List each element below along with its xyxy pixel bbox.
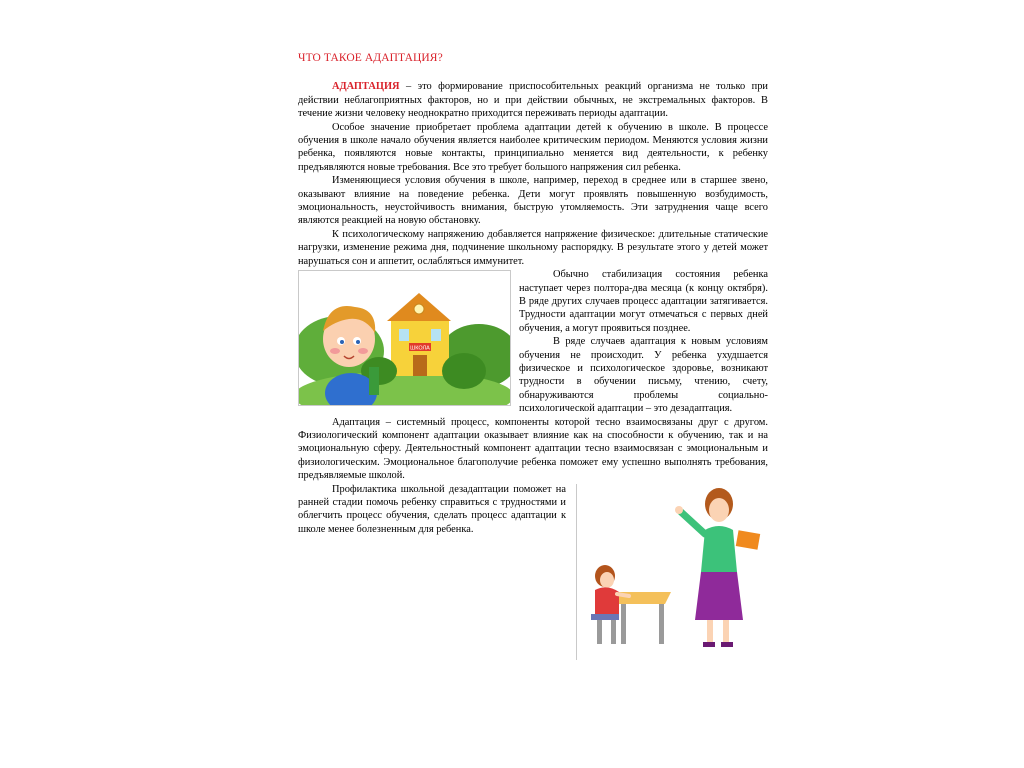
paragraph-2: Особое значение приобретает проблема адаптации детей к обучению в школе. В процессе обучения в школе начало обучения является наиболее критическим периодом. Меняются условия жизни ребенка, появляются новые контакты, принципиально меняется вид деятельности, к ребенку предъявляются новые требования. Все это требует большого напряжения сил ребенка.	[298, 121, 768, 173]
paragraph-1	[298, 80, 768, 120]
paragraph-8: Профилактика школьной дезадаптации поможет на ранней стадии помочь ребенку справиться с трудностями и облегчить процесс обучения, сделать процесс адаптации к школе менее болезненным для ребенка.	[298, 483, 566, 535]
paragraph-7-text: Адаптация – системный процесс, компоненты которой тесно взаимосвязаны друг с другом. Физиологический компонент адаптации оказывает влияние как на способности к обучению, так и на эмоциональную сферу. Деятельностный компонент адаптации тесно взаимосвязан с эмоциональным и физиологическим. Эмоциональное благополучие ребенка поможет ему успешно выполнять требования, предъявляемые школой.	[298, 416, 768, 482]
paragraph-6: В ряде случаев адаптация к новым условиям обучения не происходит. У ребенка ухудшается физическое и психологическое здоровье, возникают трудности в обучении письму, чтению, счету, обнаруживаются проблемы социально-психологической адаптации – это дезадаптация.	[519, 336, 768, 415]
paragraph-7-start	[298, 416, 768, 483]
document-page	[298, 52, 768, 660]
paragraph-3: Изменяющиеся условия обучения в школе, например, переход в среднее или в старшее звено, оказывают влияние на поведение ребенка. Дети могут проявлять повышенную возбудимость, эмоциональность, неустойчивость внимания, быструю утомляемость. Эти затруднения чаще всего являются реакцией на новую обстановку.	[298, 175, 768, 227]
teacher-student-illustration	[576, 484, 768, 660]
boy-school-illustration	[298, 270, 511, 406]
paragraph-1-text: – это формирование приспособительных реакций организма не только при действии неблагоприятных факторов, но и при действии обычных, не экстремальных факторов. В течение жизни человеку неоднократно приходится переживать периоды адаптации.	[298, 81, 768, 120]
term-highlight: АДАПТАЦИЯ	[332, 81, 400, 93]
school-sign: ШКОЛА	[410, 345, 430, 352]
page-title: ЧТО ТАКОЕ АДАПТАЦИЯ?	[298, 52, 443, 64]
paragraph-4: К психологическому напряжению добавляется напряжение физическое: длительные статические нагрузки, изменение режима дня, подчинение школьному распорядку. В результате этого у детей может нарушаться сон и аппетит, ослабляться иммунитет.	[298, 228, 768, 267]
paragraph-5: Обычно стабилизация состояния ребенка наступает через полтора-два месяца (к концу октября). В ряде других случаев процесс адаптации затягивается. Трудности адаптации могут отмечаться с первых дней обучения, а могут проявиться позднее.	[519, 269, 768, 334]
